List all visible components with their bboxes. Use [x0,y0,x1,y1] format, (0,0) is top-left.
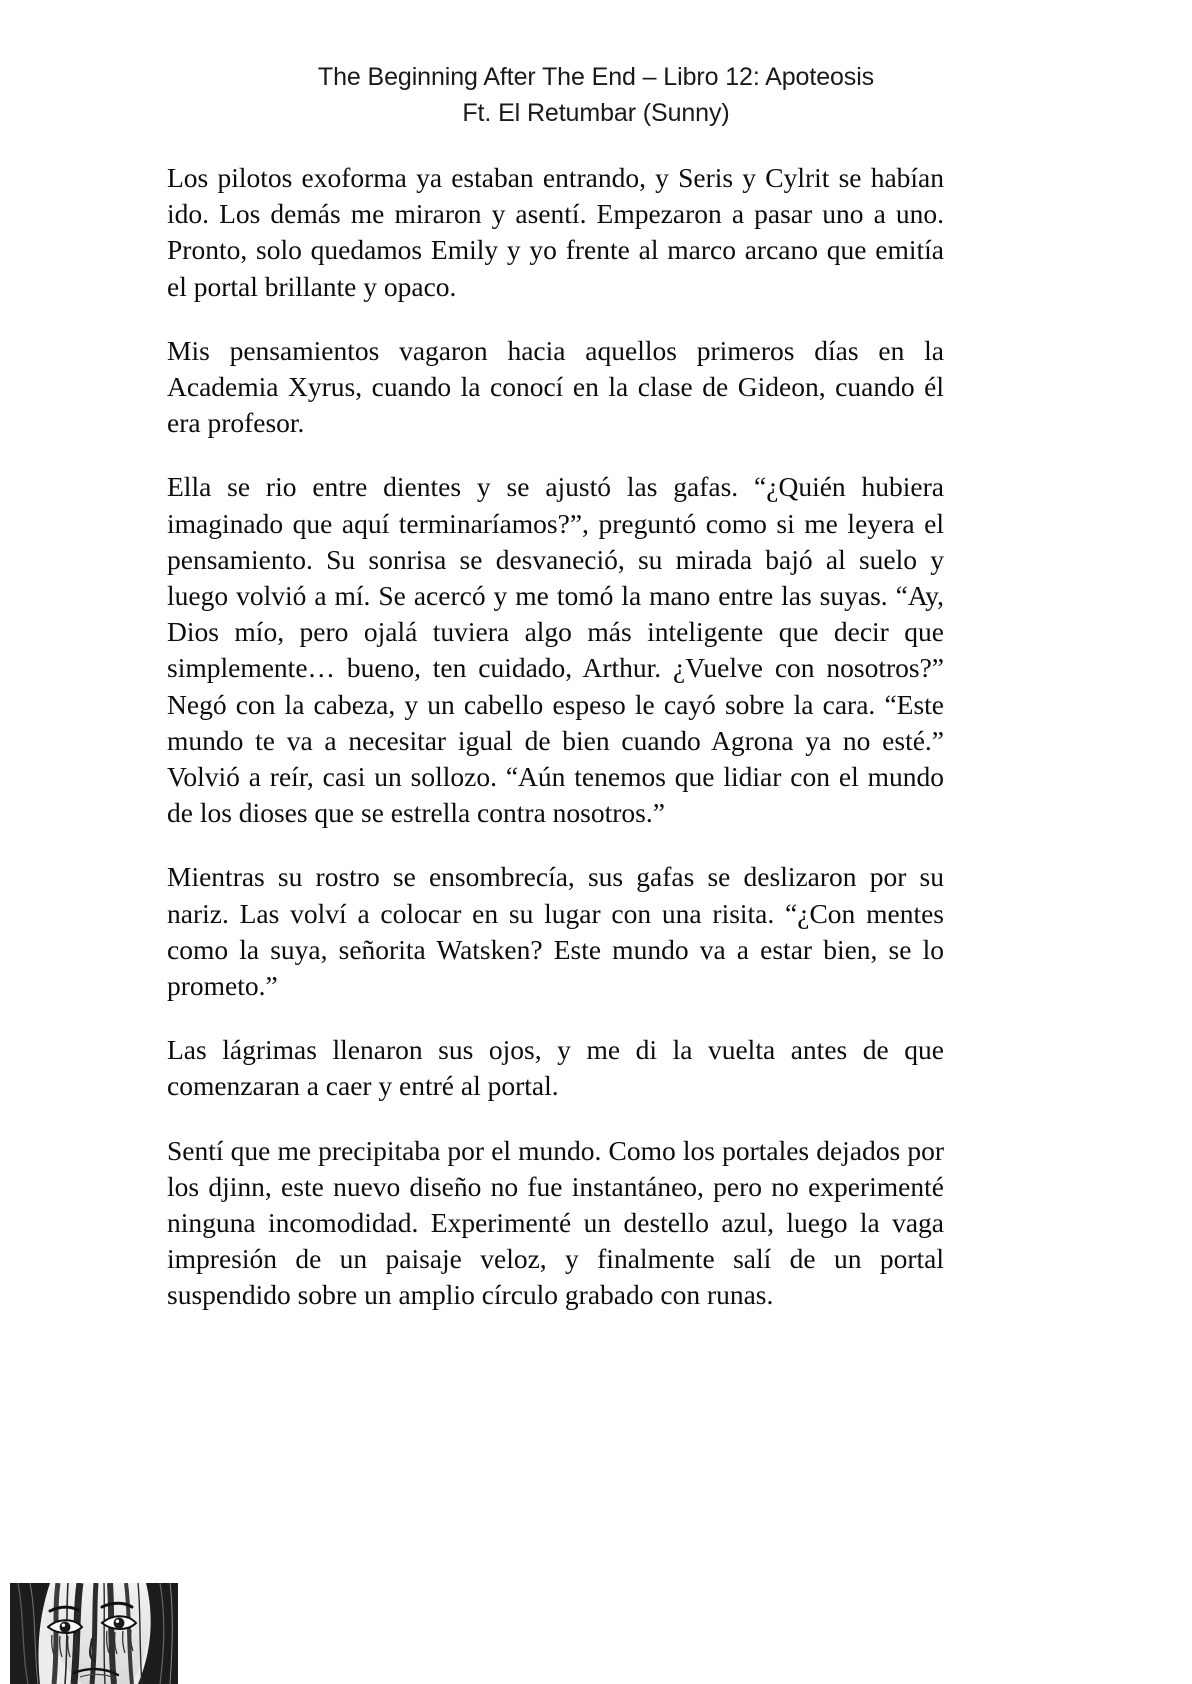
paragraph: Los pilotos exoforma ya estaban entrando, y Seris y Cylrit se habían ido. Los demás me miraron y asentí. Empezaron a pasar uno a uno. Pronto, solo quedamos Emily y yo frente al marco arcano que emitía el portal brillante y opaco. [167,162,944,302]
document-header [0,60,1192,131]
paragraph: Mientras su rostro se ensombrecía, sus gafas se deslizaron por su nariz. Las volví a colocar en su lugar con una risita. “¿Con mentes como la suya, señorita Watsken? Este mundo va a estar bien, se lo prometo.” [167,861,944,1002]
paragraph: Mis pensamientos vagaron hacia aquellos primeros días en la Academia Xyrus, cuando la conocí en la clase de Gideon, cuando él era profesor. [167,334,944,439]
document-body [167,160,944,1314]
paragraph: Las lágrimas llenaron sus ojos, y me di la vuelta antes de que comenzaran a caer y entré al portal. [167,1034,944,1102]
header-subtitle-line: Ft. El Retumbar (Sunny) [462,98,730,127]
header-title-line: The Beginning After The End – Libro 12: Apoteosis [317,63,875,91]
paragraph: Ella se rio entre dientes y se ajustó las gafas. “¿Quién hubiera imaginado que aquí terminaríamos?”, preguntó como si me leyera el pensamiento. Su sonrisa se desvaneció, su mirada bajó al suelo y luego volvió a mí. Se acercó y me tomó la mano entre las suyas. “Ay, Dios mío, pero ojalá tuviera algo más inteligente que decir que simplemente… bueno, ten cuidado, Arthur. ¿Vuelve con nosotros?” Negó con la cabeza, y un cabello espeso le cayó sobre la cara. “Este mundo te va a necesitar igual de bien cuando Agrona ya no esté.” Volvió a reír, casi un sollozo. “Aún tenemos que lidiar con el mundo de los dioses que se estrella contra nosotros.” [167,471,944,829]
paragraph: Sentí que me precipitaba por el mundo. Como los portales dejados por los djinn, este nuevo diseño no fue instantáneo, pero no experimenté ninguna incomodidad. Experimenté un destello azul, luego la vaga impresión de un paisaje veloz, y finalmente salí de un portal suspendido sobre un amplio círculo grabado con runas. [167,1134,944,1311]
manga-face-illustration [10,1583,178,1684]
